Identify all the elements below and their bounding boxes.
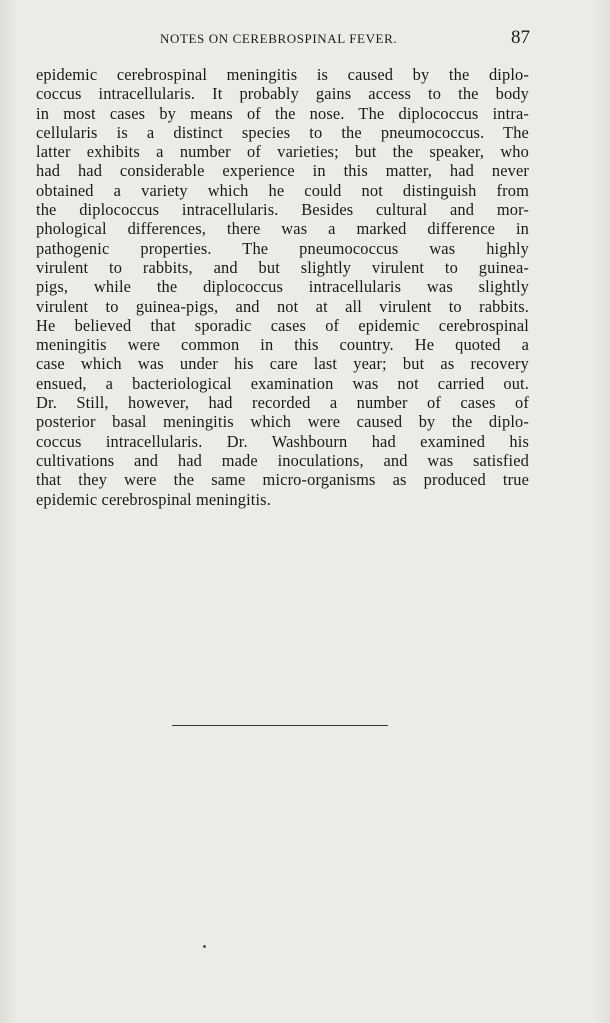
text-line: coccus intracellularis. Dr. Washbourn had examined his (36, 431, 529, 451)
running-head: NOTES ON CEREBROSPINAL FEVER. (160, 31, 398, 46)
text-line: in most cases by means of the nose. The diplococcus intra- (36, 103, 529, 123)
text-line: pathogenic properties. The pneumococcus was highly (36, 238, 529, 258)
text-line: epidemic cerebrospinal meningitis. (36, 489, 271, 509)
text-line: coccus intracellularis. It probably gains access to the body (36, 84, 529, 104)
text-line: cellularis is a distinct species to the pneumococcus. The (36, 122, 529, 142)
text-line: meningitis were common in this country. He quoted a (36, 335, 529, 355)
section-divider (172, 725, 388, 726)
text-line: had had considerable experience in this matter, had never (36, 161, 529, 181)
text-line: the diplococcus intracellularis. Besides cultural and mor- (36, 200, 529, 220)
text-line: pigs, while the diplococcus intracellularis was slightly (36, 277, 529, 297)
page-header (36, 27, 530, 52)
text-line: virulent to rabbits, and but slightly virulent to guinea- (36, 257, 529, 277)
text-line: cultivations and had made inoculations, and was satisfied (36, 450, 529, 470)
body-paragraph (36, 65, 529, 509)
paper-speck (203, 945, 206, 948)
text-line: virulent to guinea-pigs, and not at all virulent to rabbits. (36, 296, 529, 316)
text-line: He believed that sporadic cases of epidemic cerebrospinal (36, 315, 529, 335)
text-line: latter exhibits a number of varieties; but the speaker, who (36, 142, 529, 162)
text-line: posterior basal meningitis which were caused by the diplo- (36, 412, 529, 432)
text-line: case which was under his care last year; but as recovery (36, 354, 529, 374)
text-line: obtained a variety which he could not distinguish from (36, 180, 529, 200)
text-line: Dr. Still, however, had recorded a number of cases of (36, 393, 529, 413)
text-line: phological differences, there was a marked difference in (36, 219, 529, 239)
text-line: epidemic cerebrospinal meningitis is caused by the diplo- (36, 65, 529, 84)
text-line: that they were the same micro-organisms as produced true (36, 470, 529, 490)
page-number: 87 (511, 27, 530, 48)
text-line: ensued, a bacteriological examination was not carried out. (36, 373, 529, 393)
